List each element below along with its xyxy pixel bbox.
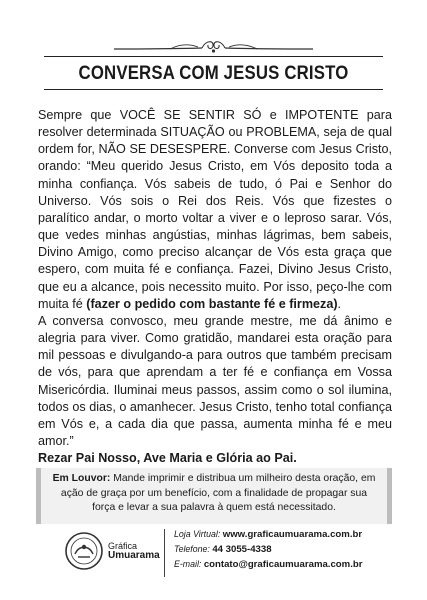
logo-wordmark	[108, 541, 160, 561]
contact-email	[174, 557, 362, 572]
contact-info	[174, 527, 362, 572]
logo-line-1: Gráfica	[108, 541, 138, 551]
louvor-box	[36, 468, 392, 524]
email-link[interactable]: contato@graficaumuarama.com.br	[203, 559, 363, 570]
phone-label: Telefone:	[174, 544, 210, 554]
phone-value: 44 3055-4338	[212, 544, 272, 555]
louvor-text: Mande imprimir e distribua um milheiro desta oração, em ação de graça por um benefício, com a finalidade de propagar sua força e levar a sua palavra à quem está necessitado.	[60, 473, 376, 513]
grafica-logo-icon	[64, 531, 104, 571]
prayer-paragraph-2: A conversa convosco, meu grande mestre, me dá ânimo e alegria para viver. Como gratidão, mandarei esta oração para mil pessoas e divulgando-a para outros que também precisam de vós, para que aprendam a ter fé e confiança em Vossa Misericórdia. Iluminai meus passos, assim como o sol ilumina, todos os dias, o amanhecer. Jesus Cristo, tenho total confiança em Vós e, a cada dia que passa, aumenta minha fé e meu amor.”	[38, 313, 392, 448]
request-instruction: (fazer o pedido com bastante fé e firmeza)	[86, 296, 338, 311]
contact-store	[174, 527, 362, 542]
contact-phone	[174, 542, 362, 557]
logo-line-2: Umuarama	[108, 550, 160, 561]
prayer-paragraph-1	[38, 107, 392, 313]
page-title: CONVERSA COM JESUS CRISTO	[78, 62, 349, 84]
paragraph-1-text: Sempre que VOCÊ SE SENTIR SÓ e IMPOTENTE para resolver determinada SITUAÇÃO ou PROBLEMA, seja de qual ordem for, NÃO SE DESESPERE. Converse com Jesus Cristo, orando: “Meu querido Jesus Cristo, em Vós deposito toda a minha confiança. Vós sabeis de tudo, ó Pai e Senhor do Universo. Vós sois o Rei dos Reis. Vós que fizestes o paralítico andar, o morto voltar a viver e o leproso sarar. Vós, que vedes minhas angústias, minhas lágrimas, bem sabeis, Divino Amigo, como preciso alcançar de Vós esta graça que espero, com muita fé e confiança. Fazei, Divino Jesus Cristo, que eu a alcance, pois necessito muito. Por isso, peço-lhe com muita fé	[38, 108, 392, 311]
louvor-label: Em Louvor:	[52, 473, 111, 484]
publisher-footer	[64, 527, 374, 581]
title-bottom-rule	[44, 89, 383, 90]
email-label: E-mail:	[174, 559, 202, 569]
closing-instruction: Rezar Pai Nosso, Ave Maria e Glória ao Pai.	[38, 451, 297, 466]
footer-divider	[164, 529, 165, 577]
prayer-body	[38, 107, 392, 467]
decorative-flourish-icon	[110, 34, 317, 56]
paragraph-1-end: .	[337, 296, 342, 311]
store-link[interactable]: www.graficaumuarama.com.br	[222, 529, 363, 540]
title-block	[44, 56, 383, 90]
store-label: Loja Virtual:	[174, 529, 221, 539]
